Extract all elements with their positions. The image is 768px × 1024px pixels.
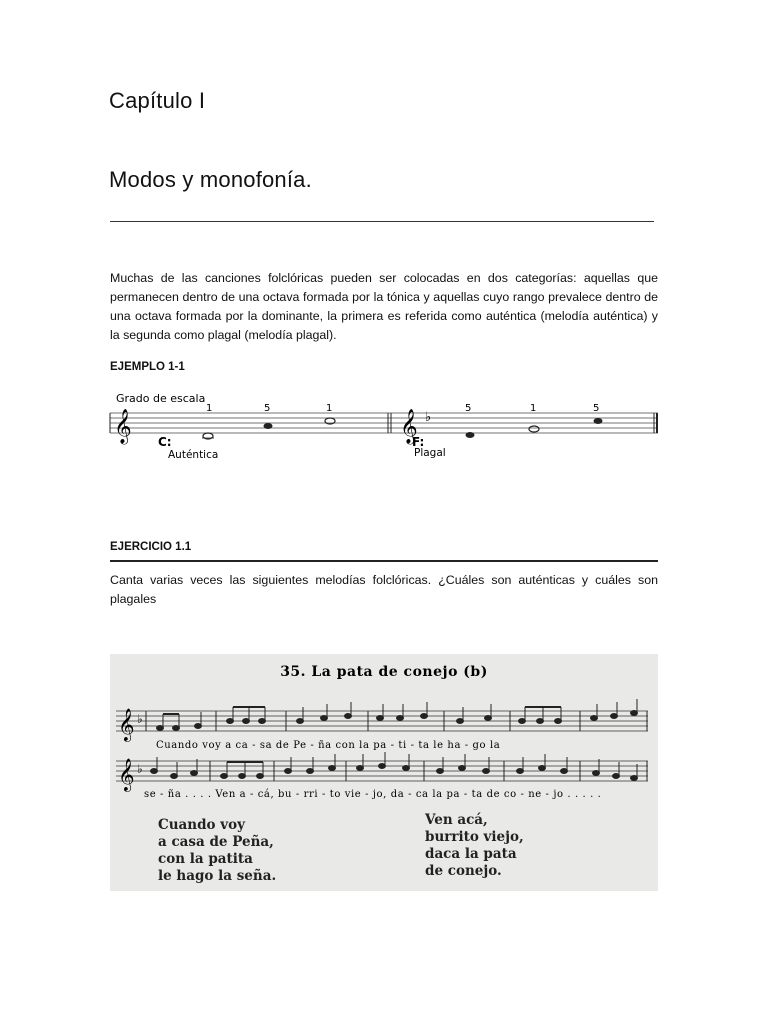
degree-number: 1: [530, 403, 537, 414]
scale-degree-example: [108, 388, 663, 463]
notes-authentic: [202, 418, 335, 439]
verse-line: a casa de Peña,: [158, 834, 274, 850]
treble-clef-icon: 𝄞: [400, 409, 418, 444]
grade-label: Grado de escala: [116, 392, 206, 405]
exercise-label: EJERCICIO 1.1: [110, 541, 192, 553]
mode-label: Auténtica: [168, 449, 219, 461]
mode-label: Plagal: [414, 447, 446, 459]
degree-number: 5: [593, 403, 600, 414]
verse-line: burrito viejo,: [425, 829, 524, 845]
example-label: EJEMPLO 1-1: [110, 361, 185, 373]
song-title: 35. La pata de conejo (b): [280, 664, 488, 680]
flat-icon: ♭: [425, 410, 432, 425]
chapter-heading: Capítulo I: [109, 88, 206, 113]
degree-number: 1: [206, 403, 213, 414]
degree-number: 5: [465, 403, 472, 414]
lyrics-line-2: se - ña . . . . Ven a - cá, bu - rri - to vie - jo, da - ca la pa - ta de co - ne - jo . . . . .: [144, 789, 602, 800]
exercise-instructions: Canta varias veces las siguientes melodías folclóricas. ¿Cuáles son auténticas y cuáles son plagales: [110, 573, 658, 606]
verse-left: [158, 817, 276, 885]
verse-line: le hago la seña.: [158, 868, 277, 884]
degree-number: 5: [264, 403, 271, 414]
exercise-rule: [110, 560, 658, 562]
verse-line: Ven acá,: [425, 812, 488, 828]
verse-right: [425, 812, 524, 880]
key-label: F:: [412, 435, 425, 449]
degree-number: 1: [326, 403, 333, 414]
treble-clef-icon: 𝄞: [118, 708, 135, 741]
verse-line: Cuando voy: [158, 817, 245, 833]
lyrics-line-1: Cuando voy a ca - sa de Pe - ña con la pa - ti - ta le ha - go la: [156, 740, 501, 751]
intro-paragraph: Muchas de las canciones folclóricas pueden ser colocadas en dos categorías: aquellas que permanecen dentro de una octava formada por la tónica y aquellas cuyo rango prevalece dentro de una octava formada por la dominante, la primera es referida como auténtica (melodía auténtica) y la segunda como plagal (melodía plagal).: [110, 271, 658, 342]
verse-line: con la patita: [158, 851, 253, 867]
staff: [110, 413, 658, 433]
heading-underline: [110, 221, 654, 222]
song-score-image: [110, 654, 658, 891]
verse-line: daca la pata: [425, 846, 517, 862]
verse-line: de conejo.: [425, 863, 502, 879]
section-heading: Modos y monofonía.: [109, 167, 312, 192]
flat-icon: ♭: [137, 762, 143, 776]
treble-clef-icon: 𝄞: [118, 758, 135, 791]
treble-clef-icon: 𝄞: [114, 409, 132, 444]
key-label: C:: [158, 435, 172, 449]
flat-icon: ♭: [137, 712, 143, 726]
